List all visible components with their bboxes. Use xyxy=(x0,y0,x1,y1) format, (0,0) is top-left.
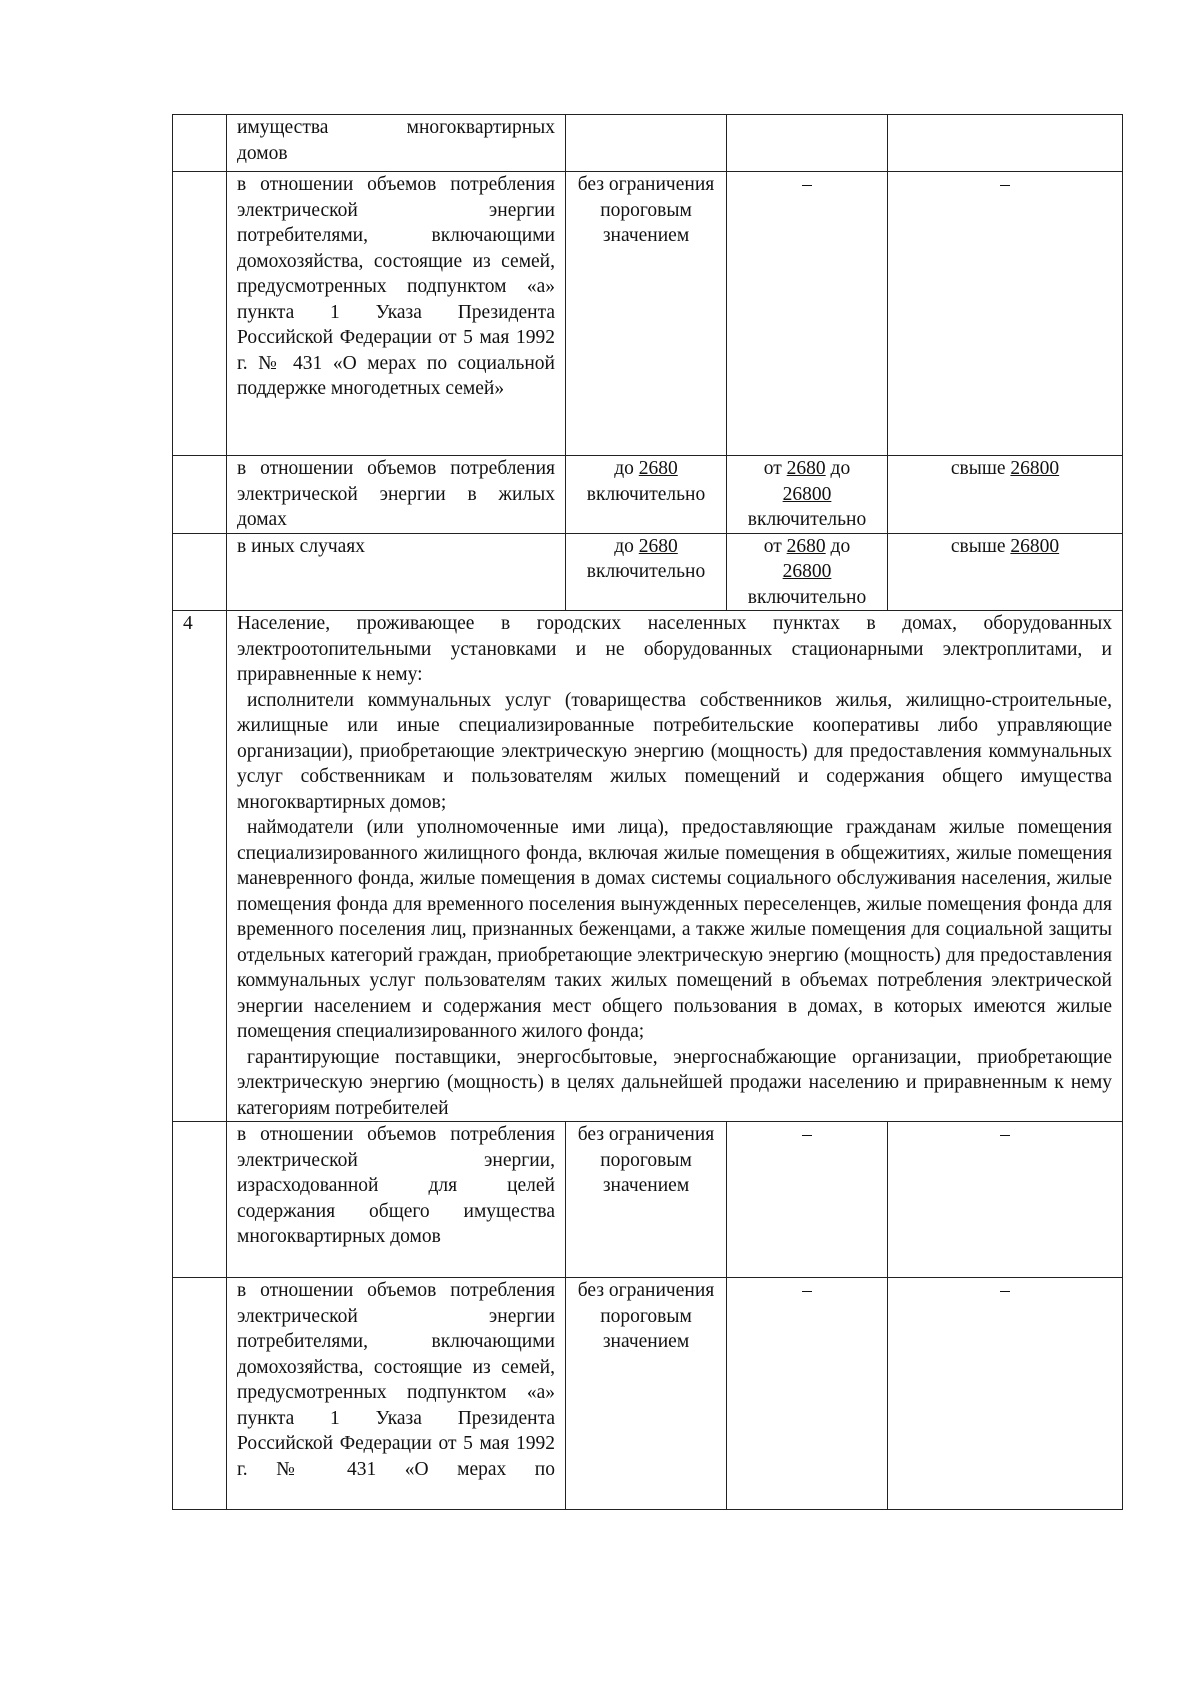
dash-value: – xyxy=(1000,1124,1010,1145)
dash-value: – xyxy=(802,1124,812,1145)
table-row xyxy=(173,1278,1123,1510)
above-value: 26800 xyxy=(1010,535,1060,557)
text-fragment: от xyxy=(763,535,787,557)
row-description: в отношении объемов потребления электрической энергии в жилых домах xyxy=(227,456,566,534)
table-row xyxy=(173,533,1123,611)
row-number-cell xyxy=(173,172,227,456)
row-number-cell xyxy=(173,115,227,172)
range-from-value: 2680 xyxy=(786,458,826,479)
threshold-cell: без ограничения пороговым значением xyxy=(566,1278,727,1510)
row-number-cell: 4 xyxy=(173,611,227,1122)
range-from-value: 2680 xyxy=(786,535,826,557)
category-paragraph: исполнители коммунальных услуг (товарищества собственников жилья, жилищно-строительные, жилищные или иные специализированные потребительские кооперативы либо управляющие организации), приобретающие электрическую энергию (мощность) для предоставления коммунальных услуг собственникам и пользователям жилых помещений и содержания общего имущества многоквартирных домов; xyxy=(237,689,1112,813)
above-value: 26800 xyxy=(1010,458,1060,479)
text-fragment: до xyxy=(825,458,851,479)
row-description: в иных случаях xyxy=(227,533,566,611)
category-paragraph: гарантирующие поставщики, энергосбытовые, энергоснабжающие организации, приобретающие электрическую энергию (мощность) в целях дальнейшей продажи населению и приравненным к нему категориям потребителей xyxy=(237,1046,1112,1119)
above-cell xyxy=(888,533,1123,611)
row-number-cell xyxy=(173,1122,227,1278)
threshold-cell xyxy=(566,456,727,534)
above-cell xyxy=(888,456,1123,534)
table-row xyxy=(173,115,1123,172)
row-number-cell xyxy=(173,456,227,534)
row-number-cell xyxy=(173,533,227,611)
tariff-table xyxy=(172,114,1123,1510)
range-to-value: 26800 xyxy=(782,561,832,582)
row-number-cell xyxy=(173,1278,227,1510)
text-fragment: включительно xyxy=(747,586,867,608)
text-fragment: до xyxy=(825,535,851,557)
above-cell xyxy=(888,1122,1123,1278)
above-cell xyxy=(888,172,1123,456)
dash-value: – xyxy=(802,1280,812,1301)
category-description xyxy=(227,611,1123,1122)
range-cell xyxy=(727,172,888,456)
range-cell xyxy=(727,1278,888,1510)
range-cell xyxy=(727,456,888,534)
text-fragment: свыше xyxy=(950,535,1011,557)
row-description: в отношении объемов потребления электрической энергии, израсходованной для целей содержания общего имущества многоквартирных домов xyxy=(227,1122,566,1278)
threshold-value: 2680 xyxy=(638,458,678,479)
table-row xyxy=(173,456,1123,534)
category-paragraph: Население, проживающее в городских населенных пунктах в домах, оборудованных электроотопительными установками и не оборудованных стационарными электроплитами, и приравненные к нему: xyxy=(237,613,1112,685)
table-row xyxy=(173,611,1123,1122)
threshold-cell: без ограничения пороговым значением xyxy=(566,1122,727,1278)
value-cell xyxy=(566,115,727,172)
dash-value: – xyxy=(1000,1280,1010,1301)
text-fragment: включительно xyxy=(586,561,706,582)
range-cell xyxy=(727,1122,888,1278)
category-paragraph: наймодатели (или уполномоченные ими лица), предоставляющие гражданам жилые помещения специализированного жилищного фонда, включая жилые помещения в общежитиях, жилые помещения маневренного фонда, жилые помещения в домах системы социального обслуживания населения, жилые помещения фонда для временного поселения вынужденных переселенцев, жилые помещения фонда для временного поселения лиц, признанных беженцами, а также жилые помещения для социальной защиты отдельных категорий граждан, приобретающие электрическую энергию (мощность) для предоставления коммунальных услуг пользователям таких жилых помещений в объемах потребления электрической энергии населением и содержания мест общего пользования в домах, в которых имеются жилые помещения специализированного жилого фонда; xyxy=(237,817,1112,1042)
row-description: в отношении объемов потребления электрической энергии потребителями, включающими домохозяйства, состоящие из семей, предусмотренных подпунктом «а» пункта 1 Указа Президента Российской Федерации от 5 мая 1992 г. № 431 «О мерах по xyxy=(227,1278,566,1510)
text-fragment: свыше xyxy=(950,458,1011,479)
threshold-cell xyxy=(566,533,727,611)
threshold-cell: без ограничения пороговым значением xyxy=(566,172,727,456)
description-line: имущества многоквартирных xyxy=(237,117,555,138)
value-cell xyxy=(727,115,888,172)
table-row xyxy=(173,1122,1123,1278)
text-fragment: включительно xyxy=(586,483,706,505)
table-row xyxy=(173,172,1123,456)
dash-value: – xyxy=(1000,174,1010,195)
text-fragment: до xyxy=(614,535,639,557)
text-fragment: от xyxy=(763,458,787,479)
range-cell xyxy=(727,533,888,611)
value-cell xyxy=(888,115,1123,172)
description-line: домов xyxy=(237,142,288,164)
above-cell xyxy=(888,1278,1123,1510)
dash-value: – xyxy=(802,174,812,195)
threshold-value: 2680 xyxy=(638,535,678,557)
range-to-value: 26800 xyxy=(782,483,832,505)
text-fragment: включительно xyxy=(747,509,867,530)
row-description: в отношении объемов потребления электрической энергии потребителями, включающими домохозяйства, состоящие из семей, предусмотренных подпунктом «а» пункта 1 Указа Президента Российской Федерации от 5 мая 1992 г. № 431 «О мерах по социальной поддержке многодетных семей» xyxy=(227,172,566,456)
text-fragment: до xyxy=(614,458,639,479)
row-description xyxy=(227,115,566,172)
